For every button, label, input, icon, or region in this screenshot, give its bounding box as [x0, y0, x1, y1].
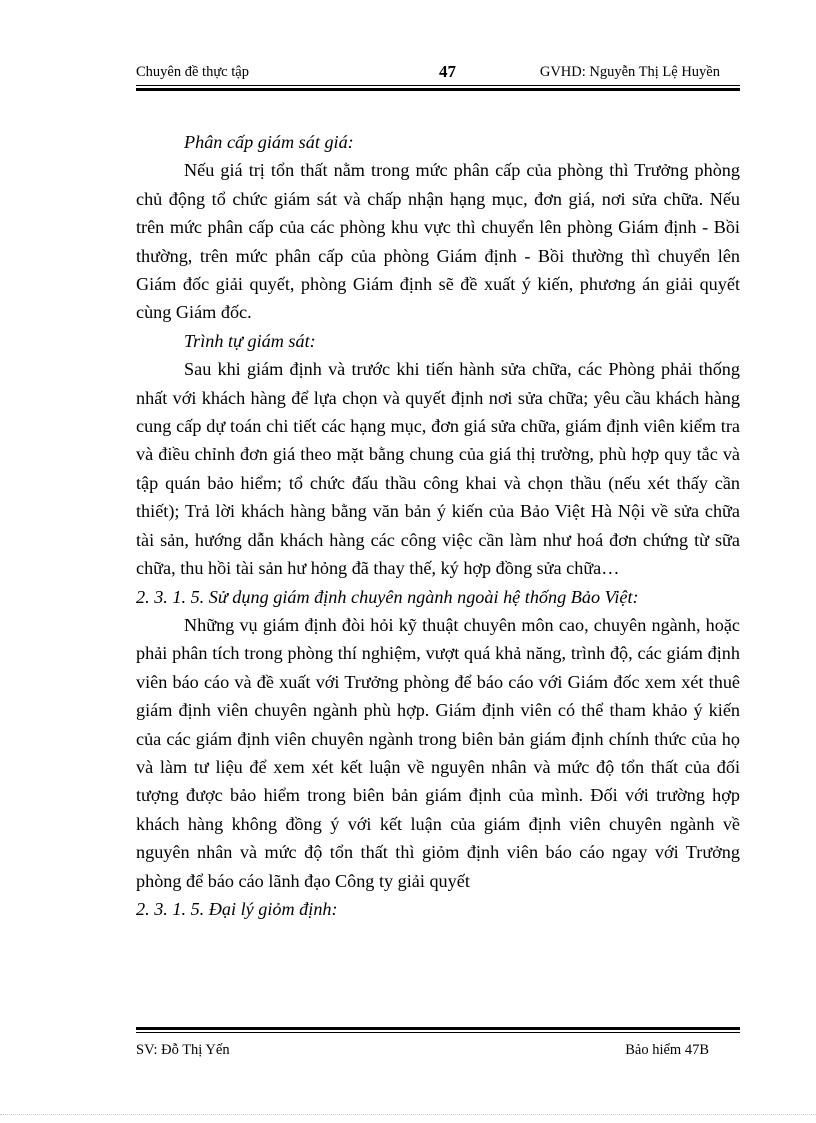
- section-heading-assessment-agent: 2. 3. 1. 5. Đại lý giỏm định:: [136, 898, 338, 919]
- header-rule-thick: [136, 88, 740, 91]
- paragraph-external-assessment: Những vụ giám định đòi hỏi kỹ thuật chuyên môn cao, chuyên ngành, hoặc phải phân tích trong phòng thí nghiệm, vượt quá khả năng, trình độ, các giám định viên báo cáo và đề xuất với Trưởng phòng để báo cáo với Giám đốc xem xét thuê giám định viên chuyên ngành phù hợp. Giám định viên có thể tham khảo ý kiến của các giám định viên chuyên ngành trong biên bản giám định chính thức của họ và làm tư liệu để xem xét kết luận về nguyên nhân và mức độ tổn thất của đối tượng được bảo hiểm trong biên bản giám định của mình. Đối với trường hợp khách hàng không đồng ý với kết luận của giám định viên chuyên ngành về nguyên nhân và mức độ tổn thất thì giỏm định viên báo cáo ngay với Trưởng phòng để báo cáo lãnh đạo Công ty giải quyết: [136, 614, 740, 891]
- subheading-price-supervision: Phân cấp giám sát giá:: [184, 132, 354, 152]
- header-rule-thin: [136, 85, 740, 86]
- page-header: [136, 64, 720, 86]
- subheading-supervision-procedure: Trình tự giám sát:: [184, 330, 316, 351]
- page-bottom-divider: [0, 1114, 816, 1115]
- paragraph-price-supervision: Nếu giá trị tổn thất nằm trong mức phân cấp của phòng thì Trưởng phòng chủ động tổ chức giám sát và chấp nhận hạng mục, đơn giá, nơi sửa chữa. Nếu trên mức phân cấp của các phòng khu vực thì chuyển lên phòng Giám định - Bồi thường, trên mức phân cấp của phòng Giám định - Bồi thường thì chuyển lên Giám đốc giải quyết, phòng Giám định sẽ đề xuất ý kiến, phương án giải quyết cùng Giám đốc.: [136, 160, 740, 323]
- header-supervisor: GVHD: Nguyễn Thị Lệ Huyền: [539, 64, 720, 80]
- header-course-title: Chuyên đề thực tập: [136, 64, 249, 80]
- page-number: 47: [439, 62, 456, 81]
- paragraph-supervision-procedure: Sau khi giám định và trước khi tiến hành sửa chữa, các Phòng phải thống nhất với khách hàng để lựa chọn và quyết định nơi sửa chữa; yêu cầu khách hàng cung cấp dự toán chi tiết các hạng mục, đơn giá sửa chữa, giám định viên kiểm tra và điều chỉnh đơn giá theo mặt bằng chung của giá thị trường, phù hợp quy tắc và tập quán bảo hiểm; tổ chức đấu thầu công khai và chọn thầu (nếu xét thấy cần thiết); Trả lời khách hàng bằng văn bản ý kiến của Bảo Việt Hà Nội về sửa chữa tài sản, hướng dẫn khách hàng các công việc cần làm như hoá đơn chứng từ sữa chữa, thu hồi tài sản hư hỏng đã thay thế, ký hợp đồng sửa chữa…: [136, 359, 740, 579]
- footer-rule-thin: [136, 1032, 740, 1033]
- footer-student: SV: Đỗ Thị Yến: [136, 1042, 230, 1058]
- footer-rule-thick: [136, 1027, 740, 1030]
- footer-class: Bảo hiểm 47B: [625, 1042, 709, 1058]
- document-body: [136, 128, 740, 923]
- section-heading-external-assessment: 2. 3. 1. 5. Sử dụng giám định chuyên ngành ngoài hệ thống Bảo Việt:: [136, 586, 639, 607]
